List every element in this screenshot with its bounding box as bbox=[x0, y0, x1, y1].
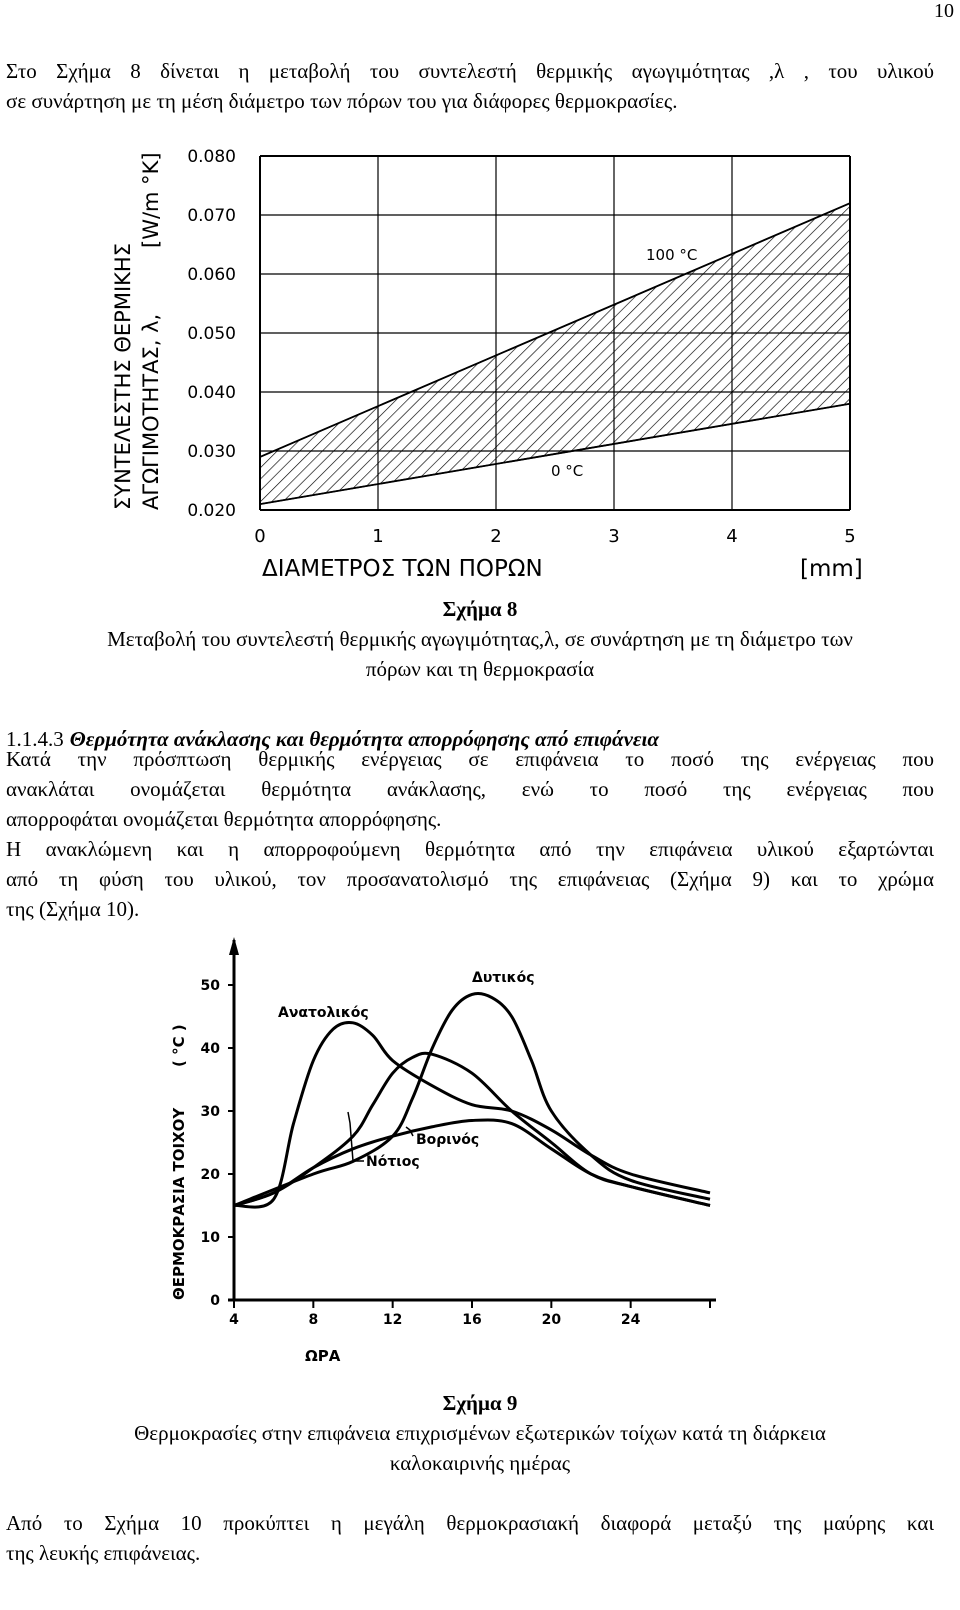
figure-8-xunit: [mm] bbox=[800, 556, 863, 582]
paragraph-2-line-2: από τη φύση του υλικού, τον προσανατολισμό της επιφάνειας (Σχήμα 9) και το χρώμα bbox=[6, 867, 934, 891]
y-tick-label-50: 50 bbox=[200, 978, 220, 994]
figure-9-ylabel: ΘΕΡΜΟΚΡΑΣΙΑ ΤΟΙΧΟΥ bbox=[170, 1107, 188, 1300]
y-tick-label-30: 30 bbox=[200, 1104, 220, 1120]
figure-9-caption-line-2: καλοκαιρινής ημέρας bbox=[389, 1451, 571, 1475]
x-tick-label-3: 3 bbox=[608, 526, 620, 547]
figure-8-yunit: [W/m °K] bbox=[139, 152, 163, 248]
x-tick-label-1: 8 bbox=[308, 1312, 319, 1328]
figure-9-series bbox=[234, 994, 710, 1208]
figure-8-caption-line-1: Μεταβολή του συντελεστή θερμικής αγωγιμότητας,λ, σε συνάρτηση με τη διάμετρο των bbox=[107, 627, 853, 651]
x-tick-label-0: 0 bbox=[254, 526, 266, 547]
y-tick-label-0: 0 bbox=[210, 1293, 220, 1309]
figure-8-xlabel: ΔΙΑΜΕΤΡΟΣ ΤΩΝ ΠΟΡΩΝ bbox=[262, 556, 543, 582]
figure-8-caption-title: Σχήμα 8 bbox=[442, 597, 518, 621]
intro-line-1: Στο Σχήμα 8 δίνεται η μεταβολή του συντελεστή θερμικής αγωγιμότητας ,λ , του υλικού bbox=[6, 59, 934, 83]
paragraph-1-line-2: ανακλάται ονομάζεται θερμότητα ανάκλασης, ενώ το ποσό της ενέργειας που bbox=[6, 777, 934, 801]
y-tick-label-0.050: 0.050 bbox=[187, 324, 236, 344]
paragraph-2-line-3: της (Σχήμα 10). bbox=[6, 897, 140, 921]
y-tick-label-0.020: 0.020 bbox=[187, 501, 236, 521]
section-title: Θερμότητα ανάκλασης και θερμότητα απορρόφησης από επιφάνεια bbox=[69, 727, 660, 751]
figure-9-xlabel: ΩΡΑ bbox=[305, 1347, 341, 1365]
y-tick-label-20: 20 bbox=[200, 1167, 220, 1183]
figure-8-caption-line-2: πόρων και τη θερμοκρασία bbox=[365, 657, 595, 681]
figure-8-chart bbox=[48, 114, 894, 592]
y-tick-label-0.060: 0.060 bbox=[187, 265, 236, 285]
paragraph-1-line-1: Κατά την πρόσπτωση θερμικής ενέργειας σε επιφάνεια το ποσό της ενέργειας που bbox=[6, 747, 934, 771]
paragraph-2-line-1: Η ανακλώμενη και η απορροφούμενη θερμότητα από την επιφάνεια υλικού εξαρτώνται bbox=[6, 837, 934, 861]
label-100c: 100 °C bbox=[646, 246, 698, 264]
page-number: 10 bbox=[934, 0, 954, 22]
x-tick-label-5: 24 bbox=[620, 1312, 641, 1328]
figure-9-yunit: ( °C ) bbox=[170, 1024, 188, 1067]
closing-line-2: της λευκής επιφάνειας. bbox=[6, 1541, 201, 1565]
x-tick-label-4: 20 bbox=[541, 1312, 562, 1328]
section-number: 1.1.4.3 bbox=[6, 727, 64, 751]
y-tick-label-0.070: 0.070 bbox=[187, 206, 236, 226]
y-tick-label-0.030: 0.030 bbox=[187, 442, 236, 462]
series-anatolikos bbox=[234, 1022, 710, 1207]
y-tick-label-40: 40 bbox=[200, 1041, 220, 1057]
figure-9-x-ticks bbox=[229, 1300, 710, 1328]
figure-9-caption-line-1: Θερμοκρασίες στην επιφάνεια επιχρισμένων εξωτερικών τοίχων κατά τη διάρκεια bbox=[134, 1421, 826, 1445]
label-anatolikos: Ανατολικός bbox=[278, 1005, 369, 1021]
label-dytikos: Δυτικός bbox=[472, 970, 535, 986]
y-tick-label-10: 10 bbox=[200, 1230, 220, 1246]
label-notios: Νότιος bbox=[366, 1154, 420, 1170]
figure-9-caption-title: Σχήμα 9 bbox=[442, 1391, 518, 1415]
leader-notios bbox=[348, 1112, 364, 1161]
x-tick-label-2: 12 bbox=[382, 1312, 403, 1328]
figure-8-ylabel-line-1: ΣΥΝΤΕΛΕΣΤΗΣ ΘΕΡΜΙΚΗΣ bbox=[111, 243, 135, 510]
x-tick-label-4: 4 bbox=[726, 526, 738, 547]
paragraph-1-line-3: απορροφάται ονομάζεται θερμότητα απορρόφησης. bbox=[6, 807, 442, 831]
figure-9-chart bbox=[150, 935, 750, 1375]
intro-line-2: σε συνάρτηση με τη μέση διάμετρο των πόρων του για διάφορες θερμοκρασίες. bbox=[6, 89, 678, 113]
x-tick-label-2: 2 bbox=[490, 526, 502, 547]
figure-8-ylabel-line-2: ΑΓΩΓΙΜΟΤΗΤΑΣ, λ, bbox=[139, 313, 163, 510]
y-tick-label-0.080: 0.080 bbox=[187, 147, 236, 167]
label-0c: 0 °C bbox=[551, 462, 584, 480]
x-tick-label-0: 4 bbox=[229, 1312, 239, 1328]
figure-9-y-ticks bbox=[201, 978, 234, 1309]
figure-9-y-axis-arrow bbox=[229, 937, 239, 955]
label-vorinos: Βορινός bbox=[416, 1132, 480, 1148]
x-tick-label-3: 16 bbox=[462, 1312, 482, 1328]
y-tick-label-0.040: 0.040 bbox=[187, 383, 236, 403]
closing-line-1: Από το Σχήμα 10 προκύπτει η μεγάλη θερμοκρασιακή διαφορά μεταξύ της μαύρης και bbox=[6, 1511, 934, 1535]
x-tick-label-5: 5 bbox=[844, 526, 856, 547]
x-tick-label-1: 1 bbox=[372, 526, 384, 547]
